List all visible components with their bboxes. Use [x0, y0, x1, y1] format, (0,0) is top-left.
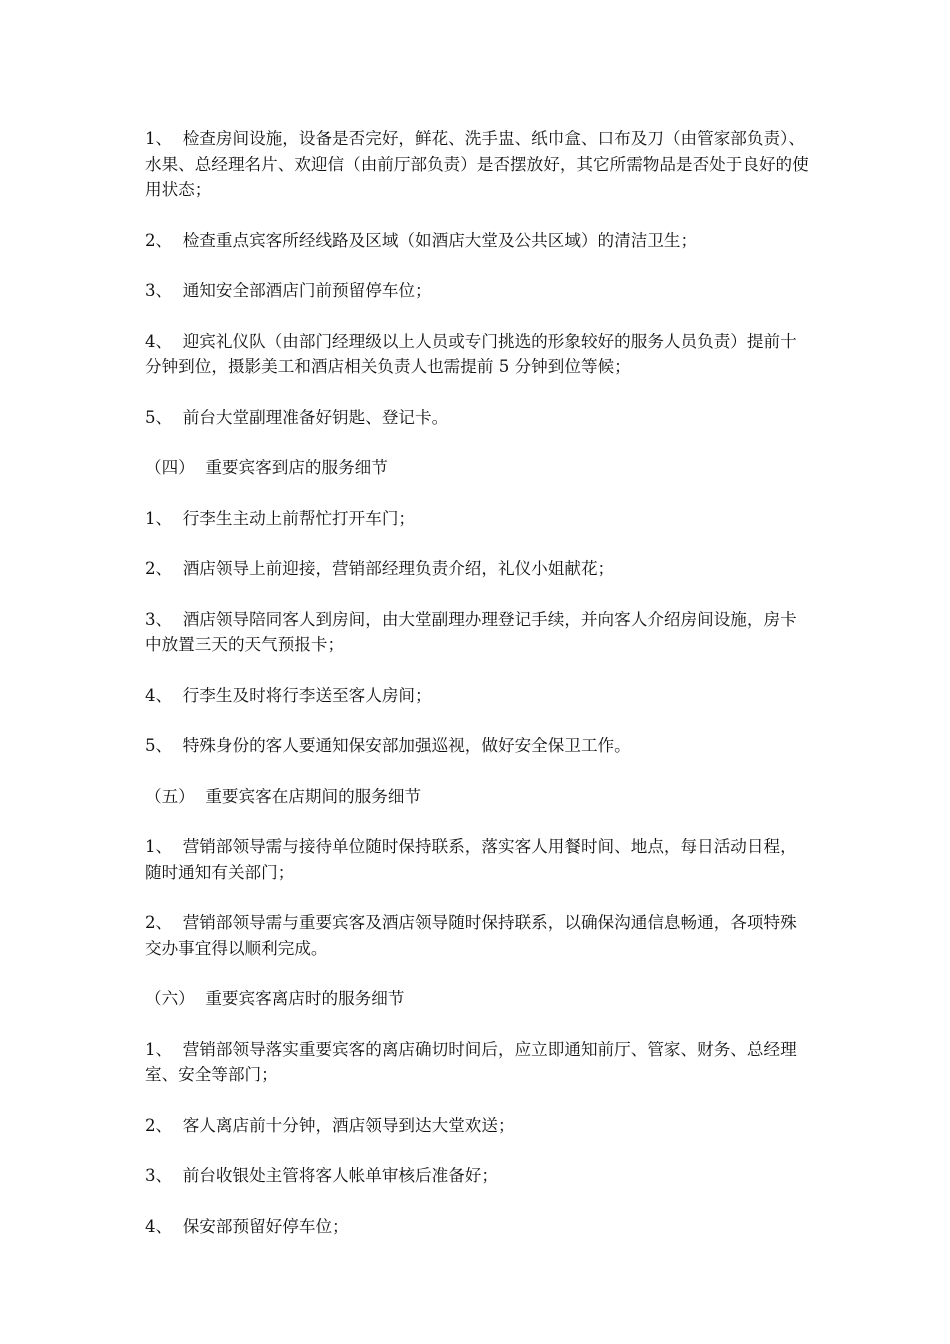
list-item: 1、 营销部领导落实重要宾客的离店确切时间后，应立即通知前厅、管家、财务、总经理室、安全等部门； [145, 1039, 797, 1084]
list-item: 3、 前台收银处主管将客人帐单审核后准备好； [145, 1166, 498, 1185]
list-item: 3、 通知安全部酒店门前预留停车位； [145, 281, 432, 300]
section-heading: （六） 重要宾客离店时的服务细节 [145, 989, 405, 1008]
section-heading: （四） 重要宾客到店的服务细节 [145, 458, 388, 477]
list-item: 4、 迎宾礼仪队（由部门经理级以上人员或专门挑选的形象较好的服务人员负责）提前十分钟到位，摄影美工和酒店相关负责人也需提前 5 分钟到位等候； [145, 331, 797, 376]
list-item: 2、 检查重点宾客所经线路及区域（如酒店大堂及公共区域）的清洁卫生； [145, 230, 698, 250]
list-item: 3、 酒店领导陪同客人到房间，由大堂副理办理登记手续，并向客人介绍房间设施，房卡中放置三天的天气预报卡； [145, 609, 797, 654]
list-item: 4、 行李生及时将行李送至客人房间； [145, 685, 432, 705]
list-item: 2、 客人离店前十分钟，酒店领导到达大堂欢送； [145, 1115, 515, 1135]
list-item: 1、 行李生主动上前帮忙打开车门； [145, 508, 416, 528]
list-item: 1、 检查房间设施，设备是否完好，鲜花、洗手盅、纸巾盒、口布及刀（由管家部负责）、水果、总经理名片、欢迎信（由前厅部负责）是否摆放好，其它所需物品是否处于良好的使用状态； [145, 129, 809, 199]
list-item: 5、 前台大堂副理准备好钥匙、登记卡。 [145, 407, 449, 427]
section-heading: （五） 重要宾客在店期间的服务细节 [145, 786, 422, 806]
list-item: 1、 营销部领导需与接待单位随时保持联系，落实客人用餐时间、地点，每日活动日程，随时通知有关部门； [145, 837, 797, 882]
list-item: 5、 特殊身份的客人要通知保安部加强巡视，做好安全保卫工作。 [145, 736, 631, 755]
list-item: 4、 保安部预留好停车位； [145, 1216, 349, 1236]
list-item: 2、 营销部领导需与重要宾客及酒店领导随时保持联系，以确保沟通信息畅通，各项特殊交办事宜得以顺利完成。 [145, 913, 797, 958]
document-body [145, 126, 813, 1264]
list-item: 2、 酒店领导上前迎接，营销部经理负责介绍，礼仪小姐献花； [145, 559, 615, 578]
